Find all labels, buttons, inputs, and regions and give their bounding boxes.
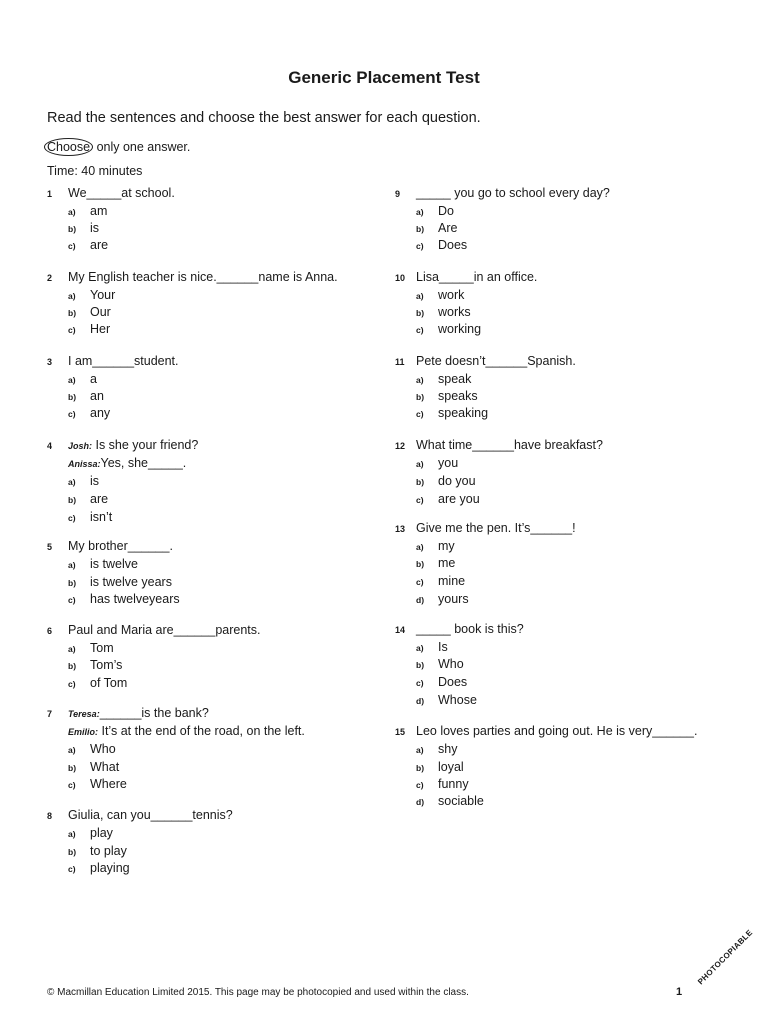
- option-text: shy: [438, 742, 458, 756]
- option-text: Does: [438, 238, 468, 252]
- option-letter: c): [416, 780, 424, 790]
- dialogue-text: Yes, she_____.: [100, 456, 187, 470]
- question-text: I am______student.: [68, 354, 179, 368]
- option-letter: b): [68, 308, 77, 318]
- option-letter: a): [68, 477, 76, 487]
- option-text: working: [438, 322, 482, 336]
- question-text: _____ book is this?: [416, 622, 524, 636]
- option-text: speaks: [438, 389, 478, 403]
- question-text: My English teacher is nice.______name is Anna.: [68, 270, 338, 284]
- option-text: play: [90, 826, 113, 840]
- choose-circled-word: Choose: [44, 138, 93, 156]
- dialogue-line-2: [68, 724, 305, 738]
- option-text: an: [90, 389, 104, 403]
- option-letter: c): [416, 577, 424, 587]
- option-text: Tom: [90, 641, 114, 655]
- question-number: 15: [395, 727, 406, 737]
- question-text: Pete doesn’t______Spanish.: [416, 354, 576, 368]
- choose-instruction: [47, 138, 190, 156]
- option-text: of Tom: [90, 676, 128, 690]
- option-letter: a): [416, 291, 424, 301]
- option-letter: c): [416, 241, 424, 251]
- option-letter: a): [416, 542, 424, 552]
- option-text: is: [90, 474, 100, 488]
- option-text: is twelve years: [90, 575, 172, 589]
- option-letter: a): [416, 207, 424, 217]
- option-text: my: [438, 539, 455, 553]
- photocopiable-stamp: PHOTOCOPIABLE: [696, 927, 755, 987]
- option-text: has twelveyears: [90, 592, 180, 606]
- option-letter: b): [68, 847, 77, 857]
- question-text: Give me the pen. It’s______!: [416, 521, 576, 535]
- question-number: 6: [47, 626, 53, 636]
- dialogue-text: ______is the bank?: [99, 706, 209, 720]
- option-letter: b): [68, 578, 77, 588]
- option-letter: d): [416, 696, 425, 706]
- option-letter: b): [68, 495, 77, 505]
- instruction-text: Read the sentences and choose the best answer for each question.: [47, 110, 481, 126]
- option-letter: a): [416, 459, 424, 469]
- option-letter: b): [68, 224, 77, 234]
- copyright-footer: © Macmillan Education Limited 2015. This page may be photocopied and used within the class.: [47, 987, 469, 998]
- option-text: work: [438, 288, 465, 302]
- option-text: are: [90, 238, 109, 252]
- option-letter: b): [416, 392, 425, 402]
- option-letter: c): [416, 678, 424, 688]
- option-text: sociable: [438, 794, 484, 808]
- option-text: loyal: [438, 760, 464, 774]
- option-text: Where: [90, 777, 127, 791]
- option-text: is twelve: [90, 557, 138, 571]
- option-letter: d): [416, 797, 425, 807]
- option-letter: c): [416, 325, 424, 335]
- option-text: Our: [90, 305, 111, 319]
- question-number: 8: [47, 811, 53, 821]
- question-number: 12: [395, 441, 406, 451]
- option-letter: c): [68, 409, 76, 419]
- option-letter: b): [68, 661, 77, 671]
- question-number: 4: [47, 441, 53, 451]
- option-text: is: [90, 221, 100, 235]
- question-number: 7: [47, 709, 53, 719]
- option-letter: a): [68, 829, 76, 839]
- option-text: any: [90, 406, 111, 420]
- option-text: speak: [438, 372, 472, 386]
- option-letter: a): [68, 375, 76, 385]
- question-number: 1: [47, 189, 53, 199]
- option-letter: c): [68, 679, 76, 689]
- option-letter: a): [68, 745, 76, 755]
- option-letter: a): [416, 375, 424, 385]
- option-letter: a): [68, 207, 76, 217]
- option-text: Does: [438, 675, 468, 689]
- question-text: _____ you go to school every day?: [416, 186, 610, 200]
- dialogue-text: Is she your friend?: [92, 438, 199, 452]
- option-letter: c): [68, 864, 76, 874]
- option-text: Her: [90, 322, 111, 336]
- option-text: playing: [90, 861, 130, 875]
- choose-rest-text: only one answer.: [93, 140, 191, 154]
- option-text: a: [90, 372, 97, 386]
- dialogue-text: It’s at the end of the road, on the left.: [98, 724, 305, 738]
- option-letter: a): [416, 643, 424, 653]
- dialogue-line-1: [68, 706, 209, 720]
- question-number: 14: [395, 625, 406, 635]
- option-text: are: [90, 492, 109, 506]
- question-number: 11: [395, 357, 405, 367]
- option-text: are you: [438, 492, 480, 506]
- option-letter: b): [416, 763, 425, 773]
- option-text: to play: [90, 844, 127, 858]
- option-letter: c): [416, 495, 424, 505]
- option-text: you: [438, 456, 459, 470]
- question-number: 2: [47, 273, 53, 283]
- speaker-name: Anissa:: [68, 459, 101, 469]
- option-text: Who: [438, 657, 464, 671]
- option-letter: c): [68, 241, 76, 251]
- option-text: funny: [438, 777, 469, 791]
- option-letter: c): [68, 595, 76, 605]
- option-text: Do: [438, 204, 454, 218]
- option-text: speaking: [438, 406, 489, 420]
- option-letter: c): [68, 513, 76, 523]
- option-text: works: [438, 305, 471, 319]
- question-text: Giulia, can you______tennis?: [68, 808, 233, 822]
- option-text: What: [90, 760, 120, 774]
- question-number: 13: [395, 524, 406, 534]
- question-text: What time______have breakfast?: [416, 438, 603, 452]
- option-letter: c): [68, 780, 76, 790]
- option-text: yours: [438, 592, 469, 606]
- question-number: 3: [47, 357, 53, 367]
- question-text: Paul and Maria are______parents.: [68, 623, 261, 637]
- option-text: Tom’s: [90, 658, 123, 672]
- option-letter: b): [416, 559, 425, 569]
- speaker-name: Emilio:: [68, 727, 99, 737]
- option-letter: a): [68, 644, 76, 654]
- page-number: 1: [676, 986, 683, 998]
- option-letter: c): [416, 409, 424, 419]
- option-letter: a): [68, 291, 76, 301]
- question-text: Leo loves parties and going out. He is very______.: [416, 724, 698, 738]
- option-text: Who: [90, 742, 116, 756]
- option-letter: c): [68, 325, 76, 335]
- speaker-name: Teresa:: [68, 709, 100, 719]
- question-text: My brother______.: [68, 539, 173, 553]
- option-letter: b): [416, 308, 425, 318]
- option-text: isn’t: [90, 510, 113, 524]
- question-number: 5: [47, 542, 53, 552]
- option-text: do you: [438, 474, 476, 488]
- option-text: Your: [90, 288, 116, 302]
- option-text: mine: [438, 574, 466, 588]
- question-number: 9: [395, 189, 401, 199]
- question-text: Lisa_____in an office.: [416, 270, 538, 284]
- test-title: Generic Placement Test: [288, 68, 480, 87]
- time-limit: Time: 40 minutes: [47, 164, 143, 178]
- speaker-name: Josh:: [68, 441, 93, 451]
- option-letter: a): [416, 745, 424, 755]
- option-text: am: [90, 204, 108, 218]
- option-letter: d): [416, 595, 425, 605]
- option-letter: a): [68, 560, 76, 570]
- dialogue-line-2: [68, 456, 186, 470]
- option-letter: b): [416, 477, 425, 487]
- option-text: Whose: [438, 693, 477, 707]
- question-number: 10: [395, 273, 406, 283]
- option-letter: b): [416, 660, 425, 670]
- option-letter: b): [68, 763, 77, 773]
- question-text: We_____at school.: [68, 186, 175, 200]
- option-text: Are: [438, 221, 458, 235]
- option-letter: b): [68, 392, 77, 402]
- option-text: me: [438, 556, 456, 570]
- dialogue-line-1: [68, 438, 198, 452]
- option-text: Is: [438, 640, 448, 654]
- option-letter: b): [416, 224, 425, 234]
